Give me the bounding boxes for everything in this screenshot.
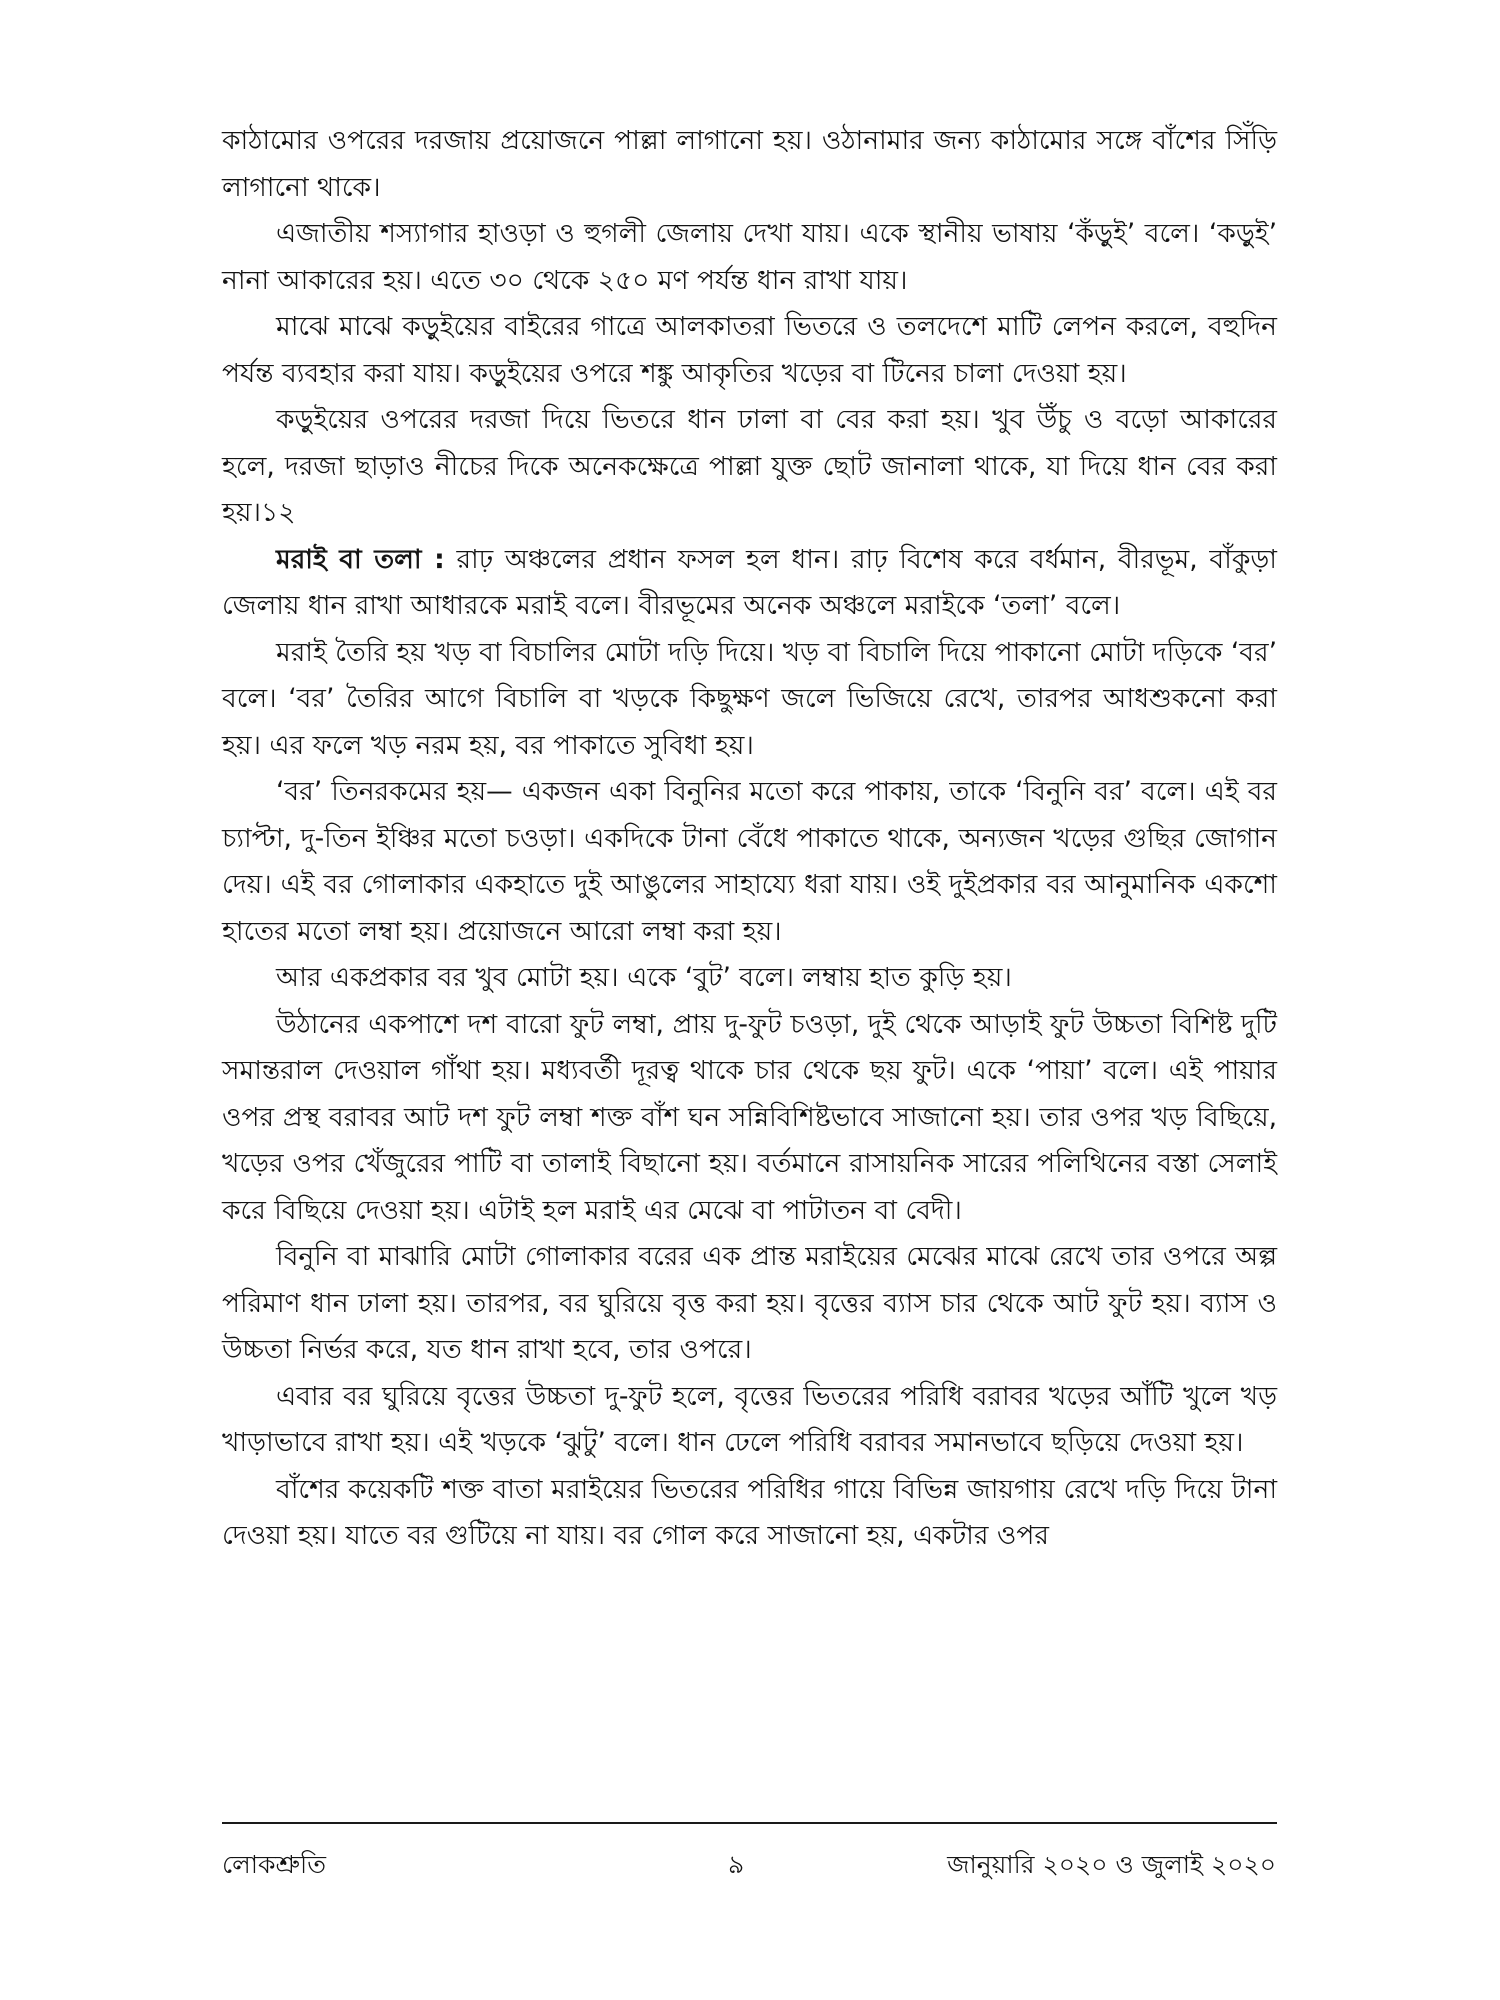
footer-divider xyxy=(222,1822,1277,1824)
paragraph-11-text: এবার বর ঘুরিয়ে বৃত্তের উচ্চতা দু-ফুট হলে, বৃত্তের ভিতরের পরিধি বরাবর খড়ের আঁটি খুলে খড় খাড়াভাবে রাখা হয়। এই খড়কে ‘ঝুটু’ বলে। ধান ঢেলে পরিধি বরাবর সমানভাবে ছড়িয়ে দেওয়া হয়। xyxy=(222,1380,1277,1458)
paragraph-8-text: আর একপ্রকার বর খুব মোটা হয়। একে ‘বুট’ বলে। লম্বায় হাত কুড়ি হয়। xyxy=(276,962,1012,993)
paragraph-6 xyxy=(222,630,1277,770)
section-heading-morai: মরাই বা তলা : xyxy=(276,543,445,575)
paragraph-12-text: বাঁশের কয়েকটি শক্ত বাতা মরাইয়ের ভিতরের পরিধির গায়ে বিভিন্ন জায়গায় রেখে দড়ি দিয়ে টানা দেওয়া হয়। যাতে বর গুটিয়ে না যায়। বর গোল করে সাজানো হয়, একটার ওপর xyxy=(222,1473,1277,1551)
paragraph-10-text: বিনুনি বা মাঝারি মোটা গোলাকার বরের এক প্রান্ত মরাইয়ের মেঝের মাঝে রেখে তার ওপরে অল্প পরিমাণ ধান ঢালা হয়। তারপর, বর ঘুরিয়ে বৃত্ত করা হয়। বৃত্তের ব্যাস চার থেকে আট ফুট হয়। ব্যাস ও উচ্চতা নির্ভর করে, যত ধান রাখা হবে, তার ওপরে। xyxy=(222,1241,1277,1365)
paragraph-4-text: কড়ুইয়ের ওপরের দরজা দিয়ে ভিতরে ধান ঢালা বা বের করা হয়। খুব উঁচু ও বড়ো আকারের হলে, দরজা ছাড়াও নীচের দিকে অনেকক্ষেত্রে পাল্লা যুক্ত ছোট জানালা থাকে, যা দিয়ে ধান বের করা হয়।১২ xyxy=(222,404,1277,528)
paragraph-8 xyxy=(222,955,1277,1002)
paragraph-3 xyxy=(222,304,1277,397)
paragraph-9 xyxy=(222,1002,1277,1235)
paragraph-2-text: এজাতীয় শস্যাগার হাওড়া ও হুগলী জেলায় দেখা যায়। একে স্থানীয় ভাষায় ‘কঁড়ুই’ বলে। ‘কড়ুই’ নানা আকারের হয়। এতে ৩০ থেকে ২৫০ মণ পর্যন্ত ধান রাখা যায়। xyxy=(222,218,1277,296)
paragraph-10 xyxy=(222,1234,1277,1374)
paragraph-7 xyxy=(222,769,1277,955)
paragraph-2 xyxy=(222,211,1277,304)
paragraph-6-text: মরাই তৈরি হয় খড় বা বিচালির মোটা দড়ি দিয়ে। খড় বা বিচালি দিয়ে পাকানো মোটা দড়িকে ‘বর’ বলে। ‘বর’ তৈরির আগে বিচালি বা খড়কে কিছুক্ষণ জলে ভিজিয়ে রেখে, তারপর আধশুকনো করা হয়। এর ফলে খড় নরম হয়, বর পাকাতে সুবিধা হয়। xyxy=(222,636,1278,761)
paragraph-7-text: ‘বর’ তিনরকমের হয়— একজন একা বিনুনির মতো করে পাকায়, তাকে ‘বিনুনি বর’ বলে। এই বর চ্যাপ্টা, দু-তিন ইঞ্চির মতো চওড়া। একদিকে টানা বেঁধে পাকাতে থাকে, অন্যজন খড়ের গুছির জোগান দেয়। এই বর গোলাকার একহাতে দুই আঙুলের সাহায্যে ধরা যায়। ওই দুইপ্রকার বর আনুমানিক একশো হাতের মতো লম্বা হয়। প্রয়োজনে আরো লম্বা করা হয়। xyxy=(222,776,1277,947)
page-number: ৯ xyxy=(728,1850,745,1879)
paragraph-3-text: মাঝে মাঝে কড়ুইয়ের বাইরের গাত্রে আলকাতরা ভিতরে ও তলদেশে মাটি লেপন করলে, বহুদিন পর্যন্ত ব্যবহার করা যায়। কড়ুইয়ের ওপরে শঙ্কু আকৃতির খড়ের বা টিনের চালা দেওয়া হয়। xyxy=(222,311,1277,389)
paragraph-5-text: রাঢ় অঞ্চলের প্রধান ফসল হল ধান। রাঢ় বিশেষ করে বর্ধমান, বীরভূম, বাঁকুড়া জেলায় ধান রাখা আধারকে মরাই বলে। বীরভূমের অনেক অঞ্চলে মরাইকে ‘তলা’ বলে। xyxy=(222,543,1277,621)
paragraph-1-text: কাঠামোর ওপরের দরজায় প্রয়োজনে পাল্লা লাগানো হয়। ওঠানামার জন্য কাঠামোর সঙ্গে বাঁশের সিঁড়ি লাগানো থাকে। xyxy=(222,125,1277,203)
paragraph-12 xyxy=(222,1467,1277,1560)
footer-issue-date: জানুয়ারি ২০২০ ও জুলাই ২০২০ xyxy=(947,1850,1276,1879)
paragraph-5 xyxy=(222,537,1277,630)
paragraph-11 xyxy=(222,1374,1277,1467)
footer-journal-name: লোকশ্রুতি xyxy=(222,1850,326,1879)
paragraph-4 xyxy=(222,397,1277,537)
paragraph-1 xyxy=(222,118,1277,211)
body-text xyxy=(222,118,1277,1560)
paragraph-9-text: উঠানের একপাশে দশ বারো ফুট লম্বা, প্রায় দু-ফুট চওড়া, দুই থেকে আড়াই ফুট উচ্চতা বিশিষ্ট দুটি সমান্তরাল দেওয়াল গাঁথা হয়। মধ্যবর্তী দূরত্ব থাকে চার থেকে ছয় ফুট। একে ‘পায়া’ বলে। এই পায়ার ওপর প্রস্থ বরাবর আট দশ ফুট লম্বা শক্ত বাঁশ ঘন সন্নিবিশিষ্টভাবে সাজানো হয়। তার ওপর খড় বিছিয়ে, খড়ের ওপর খেঁজুরের পাটি বা তালাই বিছানো হয়। বর্তমানে রাসায়নিক সারের পলিথিনের বস্তা সেলাই করে বিছিয়ে দেওয়া হয়। এটাই হল মরাই এর মেঝে বা পাটাতন বা বেদী। xyxy=(222,1008,1277,1226)
